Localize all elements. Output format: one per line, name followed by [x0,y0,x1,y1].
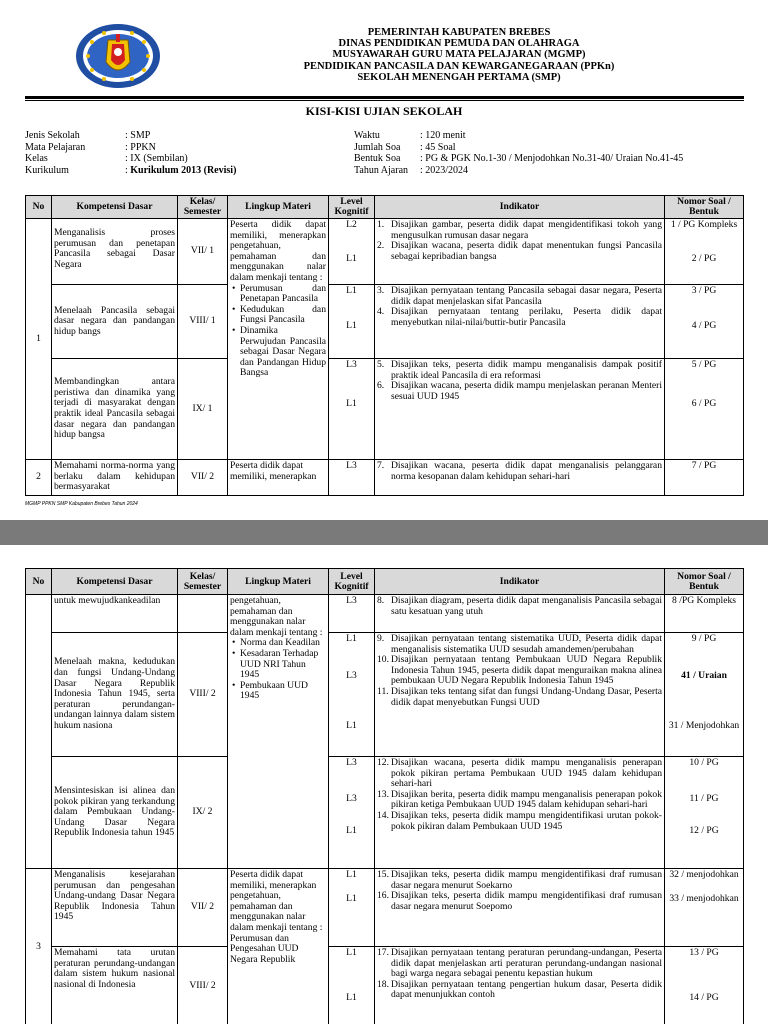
nomor-value: 2 / PG [691,252,717,264]
col-header-kelas-line1: Kelas/ [189,570,216,582]
table-row [26,460,744,496]
nomor-value: 32 / menjodohkan [669,869,739,880]
lingkup-materi: Peserta didik dapat memiliki, menerapkan [228,460,329,496]
row-number: 1 [26,219,52,460]
indikator-text: Disajikan pernyataan tentang Pancasila sebagai dasar negara, Peserta didik dapat menjelaskan sifat Pancasila [391,285,662,307]
nomor-value: 3 / PG [691,285,717,296]
col-header-lingkup: Lingkup Materi [228,196,329,219]
kd-text: Menganalisis kesejarahan perumusan dan pengesahan Undang-undang Dasar Negara Republik Indonesia Tahun 1945 [52,869,178,947]
level-value: L1 [346,869,357,880]
col-header-nomor-line1: Nomor Soal / [677,570,731,582]
nomor-value: 8 /PG Kompleks [665,595,744,633]
lingkup-tail: Perumusan dan Pengesahan UUD Negara Republik [230,932,299,965]
info-label: Mata Pelajaran [25,141,86,153]
indikator-item [377,220,662,241]
row-number-empty [26,595,52,869]
level-cell [329,359,375,460]
indikator-number: 13. [377,788,389,800]
row-number: 3 [26,869,52,1024]
nomor-cell [665,947,744,1024]
indikator-item [377,655,662,687]
col-header-level-line2: Kognitif [334,580,369,592]
level-cell [329,219,375,285]
nomor-value: 12 / PG [689,825,719,837]
nomor-value: 4 / PG [691,319,717,331]
indikator-text: Disajikan wacana, peserta didik dapat menentukan fungsi Pancasila sebagai kepribadian bangsa [391,240,662,262]
letterhead-line-1: PEMERINTAH KABUPATEN BREBES [367,27,551,38]
indikator-text: Disajikan wacana, peserta didik mampu menjelaskan peranan Menteri sesuai UUD 1945 [391,380,662,402]
indikator-item [377,811,662,832]
indikator-item [377,687,662,708]
info-label: Waktu [354,130,380,141]
indikator-item [377,286,662,307]
info-value: : PPKN [125,141,156,153]
indikator-item [377,758,662,790]
kd-text: Menganalisis proses perumusan dan penetapan Pancasila sebagai Dasar Negara [52,219,178,285]
indikator-cell [375,947,665,1024]
info-value: : SMP [125,130,151,141]
indikator-text: Disajikan gambar, peserta didik dapat mengidentifikasi tokoh yang mengusulkan rumusan dasar negara [391,219,662,241]
level-value: L1 [346,720,357,732]
level-value: L1 [346,892,357,904]
document-title: KISI-KISI UJIAN SEKOLAH [305,104,463,118]
letterhead-line-5: SEKOLAH MENENGAH PERTAMA (SMP) [357,71,561,83]
page-footer: MGMP PPKN SMP Kabupaten Brebes Tahun 2024 [25,501,138,507]
lingkup-materi [228,595,329,869]
level-value: L3 [346,757,357,768]
indikator-item [377,870,662,891]
level-value: L1 [346,397,357,409]
nomor-value: 41 / Uraian [681,669,727,681]
table-row [26,757,744,869]
table-row [26,285,744,359]
lingkup-materi [228,869,329,1024]
indikator-item [377,790,662,811]
lingkup-item: • Norma dan Keadilan [240,638,326,649]
col-header-nomor-line1: Nomor Soal / [677,196,731,207]
info-label: Kurikulum [25,164,69,176]
table-row [26,219,744,285]
nomor-value: 13 / PG [689,947,719,958]
info-label: Bentuk Soa [354,153,401,165]
indikator-number: 10. [377,654,389,666]
col-header-indikator: Indikator [375,569,665,595]
col-header-nomor-line2: Bentuk [689,580,719,592]
lingkup-item: • Kesadaran Terhadap UUD NRI Tahun 1945 [240,649,326,681]
table-row [26,359,744,460]
info-value: : 120 menit [420,130,466,141]
lingkup-item: • Pembukaan UUD 1945 [240,681,326,702]
indikator-item [377,461,662,482]
col-header-lingkup: Lingkup Materi [228,569,329,595]
kelas-semester: VII/ 2 [178,460,228,496]
level-value: L1 [346,947,357,958]
indikator-cell [375,595,665,633]
indikator-item [377,891,662,912]
indikator-text: Disajikan wacana, peserta didik dapat menganalisis pelanggaran norma kesopanan dalam kehidupan sehari-hari [391,460,662,482]
lingkup-intro: Peserta didik dapat memiliki, menerapkan pengetahuan, pemahaman dan menggunakan nalar dalam menkaji tentang : [230,219,326,283]
table-header-row [26,569,744,595]
indikator-number: 9. [377,633,385,644]
indikator-number: 17. [377,947,389,958]
nomor-value: 9 / PG [691,633,717,644]
nomor-value: 31 / Menjodohkan [668,720,740,732]
indikator-cell [375,869,665,947]
letterhead-thin-rule [25,100,744,101]
level-cell [329,869,375,947]
lingkup-item: • Dinamika Perwujudan Pancasila sebagai Dasar Negara dan Pandangan Hidup Bangsa [240,326,326,379]
col-header-nomor [665,569,744,595]
kd-text: Menelaah makna, kedudukan dan fungsi Undang-Undang Dasar Negara Republik Indonesia Tahun 1945, serta peraturan perundangan-undangan lainnya dalam sistem hukum nasiona [52,633,178,757]
level-value: L3 [346,792,357,804]
indikator-number: 6. [377,380,385,392]
level-value: L2 [346,219,357,230]
indikator-cell [375,633,665,757]
indikator-item [377,241,662,262]
level-cell [329,757,375,869]
info-right [354,130,683,176]
kd-text: Memahami tata urutan peraturan perundang-undangan dalam sistem hukum nasional nasional di Indonesia [52,947,178,1024]
indikator-item [377,948,662,980]
letterhead-line-4: PENDIDIKAN PANCASILA DAN KEWARGANEGARAAN (PPKn) [303,60,615,72]
col-header-level-line2: Kognitif [334,206,369,217]
indikator-number: 4. [377,306,385,318]
indikator-cell [375,359,665,460]
level-cell [329,947,375,1024]
lingkup-list [230,284,326,379]
table-row [26,633,744,757]
col-header-nomor [665,196,744,219]
indikator-number: 15. [377,869,389,880]
lingkup-intro: Peserta didik dapat memiliki, menerapkan pengetahuan, pemahaman dan menggunakan nalar dalam menkaji tentang : [230,869,323,933]
indikator-number: 8. [377,595,385,606]
letterhead [150,27,768,83]
lingkup-list [230,638,326,702]
indikator-item [377,596,662,617]
level-value: L1 [346,991,357,1003]
indikator-number: 11. [377,685,389,697]
indikator-text: Disajikan teks, peserta didik mampu mengidentifikasi draf rumusan dasar negara menurut Soekarno [391,869,662,891]
kd-text: Menelaah Pancasila sebagai dasar negara dan pandangan hidup bangs [52,285,178,359]
level-value: L3 [346,669,357,681]
info-label: Tahun Ajaran [354,164,409,176]
indikator-number: 5. [377,359,385,370]
col-header-no: No [26,569,52,595]
indikator-cell [375,460,665,496]
info-value: Kurikulum 2013 (Revisi) [130,164,237,176]
letterhead-line-2: DINAS PENDIDIKAN PEMUDA DAN OLAHRAGA [338,38,580,50]
col-header-kd: Kompetensi Dasar [52,569,178,595]
row-number: 2 [26,460,52,496]
level-cell [329,285,375,359]
indikator-cell [375,285,665,359]
level-value: L1 [346,825,357,837]
col-header-kelas [178,569,228,595]
indikator-number: 3. [377,285,385,296]
kelas-semester-empty [178,595,228,633]
indikator-item [377,980,662,1001]
info-label: Jumlah Soa [354,141,401,153]
col-header-kelas-line2: Semester [183,580,222,592]
col-header-nomor-line2: Bentuk [689,206,719,217]
indikator-text: Disajikan teks, peserta didik mampu mengidentifikasi draf rumusan dasar negara menurut Soepomo [391,890,662,912]
kelas-semester: VII/ 2 [178,869,228,947]
indikator-text: Disajikan pernyataan tentang peraturan perundang-undangan, Peserta didik dapat menjelaskan arti peraturan perundang-undangan nasional bagi warga negara sebagai penentu kepastian hukum [391,947,662,980]
level-value: L3 [346,359,357,370]
info-value: : 45 Soal [420,141,456,153]
info-value: : 2023/2024 [420,164,469,176]
nomor-value: 10 / PG [689,757,719,768]
indikator-cell [375,757,665,869]
indikator-text: Disajikan pernyataan tentang sistematika UUD, Peserta didik dapat menganalisis sistematika UUD sesudah amandemen/perubahan [391,633,662,655]
nomor-cell [665,757,744,869]
indikator-number: 12. [377,757,389,768]
kelas-semester: IX/ 2 [178,757,228,869]
indikator-item [377,360,662,381]
table-row [26,595,744,633]
kisi-kisi-table-page-1 [25,195,744,496]
info-left [25,130,236,176]
lingkup-materi [228,219,329,460]
kd-text: untuk mewujudkankeadilan [52,595,178,633]
indikator-number: 2. [377,240,385,252]
indikator-number: 16. [377,890,389,902]
info-value-prefix: : [125,164,131,176]
lingkup-item: • Perumusan dan Penetapan Pancasila [240,284,326,305]
col-header-level-line1: Level [340,570,363,582]
info-value: : IX (Sembilan) [125,153,188,165]
col-header-indikator: Indikator [375,196,665,219]
info-value: : PG & PGK No.1-30 / Menjodohkan No.31-40/ Uraian No.41-45 [420,153,684,165]
nomor-value: 1 / PG Kompleks [670,219,738,230]
level-value: L1 [346,252,357,264]
nomor-value: 11 / PG [689,792,719,804]
nomor-cell [665,869,744,947]
nomor-value: 6 / PG [691,397,717,409]
col-header-kelas-line1: Kelas/ [189,196,216,207]
indikator-item [377,634,662,655]
col-header-kd: Kompetensi Dasar [52,196,178,219]
indikator-number: 18. [377,978,389,990]
indikator-cell [375,219,665,285]
indikator-text: Disajikan teks tentang sifat dan fungsi Undang-Undang Dasar, Peserta didik dapat menyebutkan Fungsi UUD [391,685,662,708]
indikator-text: Disajikan berita, peserta didik mampu menganalisis penerapan pokok pikiran ketiga Pembukaan UUD 1945 dalam kehidupan sehari-hari [391,788,662,811]
lingkup-intro: pengetahuan, pemahaman dan menggunakan nalar dalam menkaji tentang : [230,595,323,638]
kelas-semester: IX/ 1 [178,359,228,460]
col-header-no: No [26,196,52,219]
col-header-level [329,569,375,595]
indikator-text: Disajikan pernyataan tentang pengertian hukum dasar, Peserta didik dapat menunjukkan contoh [391,978,662,1001]
indikator-text: Disajikan pernyataan tentang perilaku, Peserta didik dapat menyebutkan nilai-nilai/buttir-butir Pancasila [391,306,662,328]
kd-text: Memahami norma-norma yang berlaku dalam kehidupan bermasyarakat [52,460,178,496]
indikator-text: Disajikan teks, peserta didik mampu mengidentifikasi urutan pokok-pokok pikiran dalam Pembukaan UUD 1945 [391,809,662,832]
indikator-number: 7. [377,460,385,471]
letterhead-line-3: MUSYAWARAH GURU MATA PELAJARAN (MGMP) [332,49,586,61]
indikator-text: Disajikan teks, peserta didik mampu menganalisis dampak positif praktik ideal Pancasila di era reformasi [391,359,662,381]
nomor-value: 5 / PG [691,359,717,370]
nomor-cell [665,633,744,757]
brebes-emblem-logo [74,22,162,90]
col-header-kelas [178,196,228,219]
kelas-semester: VII/ 1 [178,219,228,285]
info-label: Kelas [25,153,48,165]
level-value: L1 [346,285,357,296]
kelas-semester: VIII/ 2 [178,947,228,1024]
nomor-value: 33 / menjodohkan [669,892,739,904]
kd-text: Membandingkan antara peristiwa dan dinamika yang terjadi di masyarakat dengan praktik ideal Pancasila sebagai dasar negara dan pandangan hidup bangsa [52,359,178,460]
table-row [26,869,744,947]
level-cell [329,633,375,757]
kisi-kisi-table-page-2 [25,568,744,1024]
letterhead-thick-rule [25,96,744,99]
indikator-text: Disajikan wacana, peserta didik mampu menganalisis penerapan pokok pikiran pertama Pembukaan UUD 1945 dalam kehidupan sehari-hari [391,757,662,790]
indikator-number: 1. [377,219,385,230]
indikator-text: Disajikan diagram, peserta didik dapat menganalisis Pancasila sebagai satu kesatuan yang utuh [391,595,662,617]
nomor-value: 14 / PG [689,991,719,1003]
level-value: L1 [346,319,357,331]
indikator-text: Disajikan pernyataan tentang Pembukaan UUD Negara Republik Indonesia Tahun 1945, peserta didik dapat menguraikan makna alinea pembukaan UUD Negara Republik Indonesia Tahun 1945 [391,654,662,687]
nomor-cell [665,285,744,359]
info-label: Jenis Sekolah [25,130,80,141]
col-header-level-line1: Level [340,196,363,207]
level-value: L1 [346,633,357,644]
col-header-kelas-line2: Semester [183,206,222,217]
table-row [26,947,744,1024]
lingkup-item: • Kedudukan dan Fungsi Pancasila [240,305,326,326]
indikator-item [377,307,662,328]
col-header-level [329,196,375,219]
indikator-item [377,381,662,402]
table-header-row [26,196,744,219]
nomor-cell [665,219,744,285]
level-value: L3 [329,595,375,633]
kelas-semester: VIII/ 1 [178,285,228,359]
nomor-value: 7 / PG [665,460,744,496]
level-value: L3 [329,460,375,496]
indikator-number: 14. [377,809,389,821]
document-page-2 [0,545,768,1024]
kelas-semester: VIII/ 2 [178,633,228,757]
kd-text: Mensintesiskan isi alinea dan pokok pikiran yang terkandung dalam Pembukaan Undang-Undang Dasar Negara Republik Indonesia tahun 1945 [52,757,178,869]
nomor-cell [665,359,744,460]
